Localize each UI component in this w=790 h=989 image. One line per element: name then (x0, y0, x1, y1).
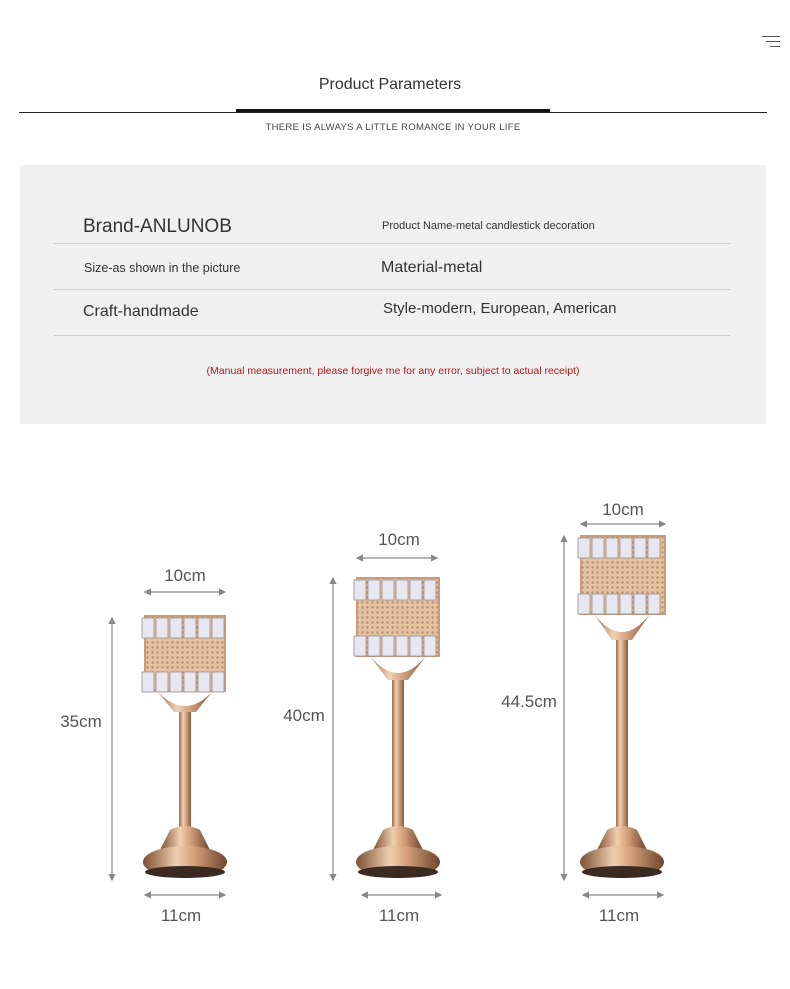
product-dimension-illustration (0, 440, 790, 989)
dim-top-width-3: 10cm (602, 500, 644, 519)
dim-base-1: 11cm (160, 906, 202, 925)
dim-top-width-2: 10cm (378, 530, 420, 549)
param-row (54, 165, 730, 244)
dim-height-2: 40cm (283, 706, 325, 725)
dim-top-width-1: 10cm (164, 566, 206, 585)
param-product-name: Product Name-metal candlestick decoration (382, 220, 595, 232)
dim-base-2: 11cm (378, 906, 420, 925)
candlestick-medium (333, 558, 441, 895)
param-row (54, 243, 730, 290)
param-size: Size-as shown in the picture (84, 261, 241, 275)
page-title: Product Parameters (318, 76, 462, 93)
hamburger-menu-icon[interactable] (760, 36, 780, 50)
measurement-note: (Manual measurement, please forgive me for any error, subject to actual receipt) (206, 365, 580, 377)
param-row (54, 289, 730, 336)
parameters-panel (20, 165, 766, 424)
title-underline (236, 109, 550, 112)
param-material: Material-metal (381, 259, 483, 276)
param-brand: Brand-ANLUNOB (83, 216, 232, 237)
dim-base-3: 11cm (598, 906, 640, 925)
param-style: Style-modern, European, American (383, 300, 617, 317)
dim-height-1: 35cm (60, 712, 102, 731)
candlestick-small (112, 592, 227, 895)
title-divider (19, 112, 767, 113)
candlestick-large (564, 524, 665, 895)
dim-height-3: 44.5cm (501, 692, 557, 711)
param-craft: Craft-handmade (83, 303, 199, 320)
page-subtitle: THERE IS ALWAYS A LITTLE ROMANCE IN YOUR LIFE (265, 122, 521, 133)
